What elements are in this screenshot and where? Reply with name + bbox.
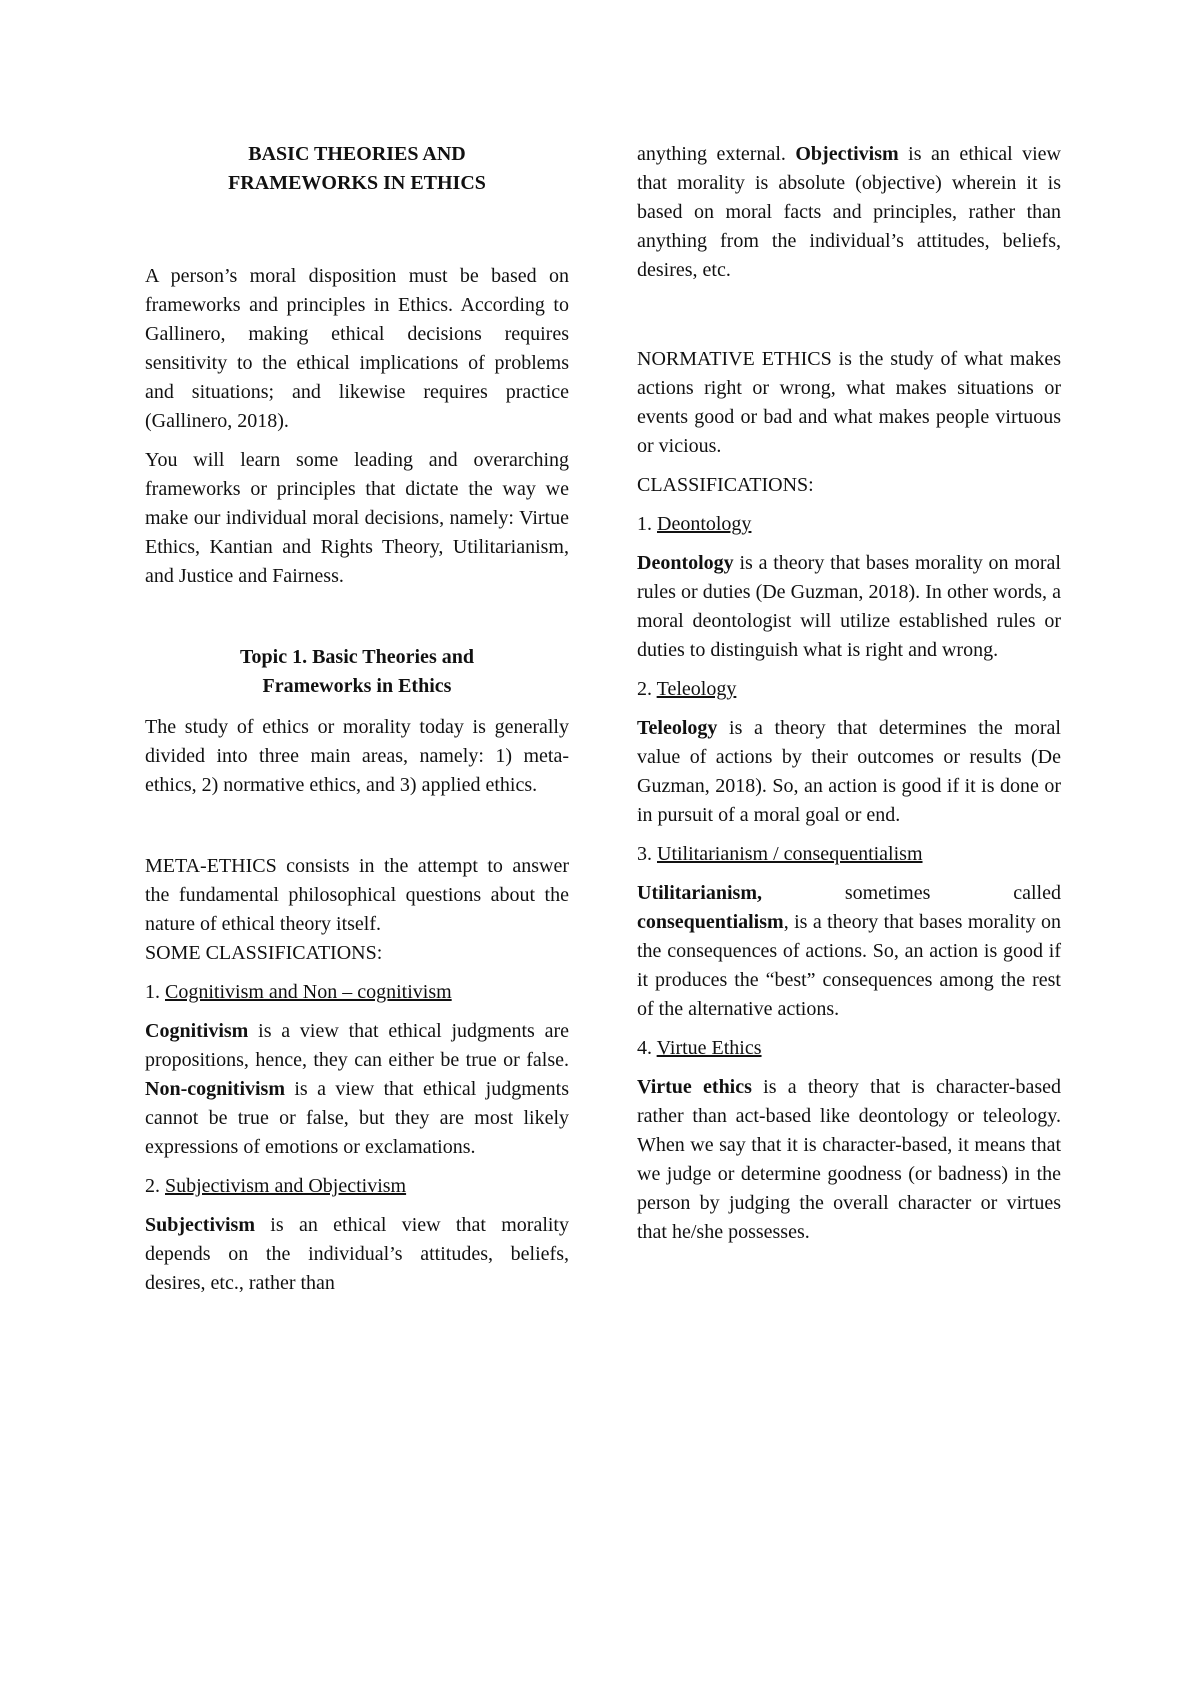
document-title-line2: FRAMEWORKS IN ETHICS — [228, 172, 486, 194]
some-classifications-label: SOME CLASSIFICATIONS: — [145, 942, 383, 964]
intro-paragraph-1: A person’s moral disposition must be based on frameworks and principles in Ethics. According to Gallinero, making ethical decisions requires sensitivity to the ethical implications of problems and situations; and likewise requires practice (Gallinero, 2018). — [145, 265, 569, 432]
teleology-text: is a theory that determines the moral value of actions by their outcomes or results (De Guzman, 2018). So, an action is good if it is done or in pursuit of a moral goal or end. — [637, 717, 1061, 826]
objectivism-text: is an ethical view that morality is absolute (objective) wherein it is based on moral facts and principles, rather than anything from the individual’s attitudes, beliefs, desires, etc. — [637, 143, 1061, 281]
classification-deontology-heading — [637, 510, 1061, 539]
term-non-cognitivism: Non-cognitivism — [145, 1078, 285, 1100]
deontology-paragraph — [637, 549, 1061, 665]
right-column — [637, 140, 1061, 1257]
topic-heading — [145, 643, 569, 701]
classification-number: 1. — [637, 513, 657, 535]
classification-virtue-ethics-heading — [637, 1034, 1061, 1063]
classification-title: Cognitivism and Non – cognitivism — [165, 981, 452, 1003]
topic-heading-line2: Frameworks in Ethics — [262, 675, 452, 697]
term-cognitivism: Cognitivism — [145, 1020, 249, 1042]
classification-utilitarianism-heading — [637, 840, 1061, 869]
classification-title: Utilitarianism / consequentialism — [657, 843, 923, 865]
classification-cognitivism-heading — [145, 978, 569, 1007]
term-virtue-ethics: Virtue ethics — [637, 1076, 752, 1098]
normative-ethics-paragraph: NORMATIVE ETHICS is the study of what makes actions right or wrong, what makes situations or events good or bad and what makes people virtuous or vicious. — [637, 348, 1061, 457]
teleology-paragraph — [637, 714, 1061, 830]
cognitivism-text: is a view that ethical judgments are propositions, hence, they can either be true or false. — [145, 1020, 569, 1071]
topic-paragraph: The study of ethics or morality today is generally divided into three main areas, namely: 1) meta-ethics, 2) normative ethics, and 3) applied ethics. — [145, 716, 569, 796]
meta-ethics-paragraph: META-ETHICS consists in the attempt to answer the fundamental philosophical questions about the nature of ethical theory itself. — [145, 855, 569, 935]
topic-heading-line1: Topic 1. Basic Theories and — [240, 646, 474, 668]
virtue-ethics-paragraph — [637, 1073, 1061, 1247]
term-teleology: Teleology — [637, 717, 718, 739]
classification-title: Deontology — [657, 513, 752, 535]
utilitarianism-text-1: sometimes called — [762, 882, 1061, 904]
classification-subjectivism-heading — [145, 1172, 569, 1201]
utilitarianism-text-2: , is a theory that bases morality on the consequences of actions. So, an action is good if it produces the “best” consequences among the rest of the alternative actions. — [637, 911, 1061, 1020]
term-utilitarianism: Utilitarianism, — [637, 882, 762, 904]
document-title-line1: BASIC THEORIES AND — [248, 143, 466, 165]
classification-number: 2. — [145, 1175, 165, 1197]
classifications-label: CLASSIFICATIONS: — [637, 474, 814, 496]
term-objectivism: Objectivism — [795, 143, 899, 165]
classification-title: Subjectivism and Objectivism — [165, 1175, 407, 1197]
cognitivism-paragraph — [145, 1017, 569, 1162]
classification-title: Virtue Ethics — [656, 1037, 762, 1059]
classification-number: 1. — [145, 981, 165, 1003]
left-column — [145, 140, 569, 1308]
intro-paragraph-2: You will learn some leading and overarching frameworks or principles that dictate the way we make our individual moral decisions, namely: Virtue Ethics, Kantian and Rights Theory, Utilitarianism, and Justice and Fairness. — [145, 449, 569, 587]
objectivism-paragraph — [637, 140, 1061, 285]
deontology-text: is a theory that bases morality on moral rules or duties (De Guzman, 2018). In other words, a moral deontologist will utilize established rules or duties to distinguish what is right and wrong. — [637, 552, 1061, 661]
continued-text: anything external. — [637, 143, 796, 165]
utilitarianism-paragraph — [637, 879, 1061, 1024]
non-cognitivism-text: is a view that ethical judgments cannot be true or false, but they are most likely expressions of emotions or exclamations. — [145, 1078, 569, 1158]
term-deontology: Deontology — [637, 552, 734, 574]
classification-number: 2. — [637, 678, 657, 700]
classification-number: 3. — [637, 843, 657, 865]
term-subjectivism: Subjectivism — [145, 1214, 255, 1236]
classification-teleology-heading — [637, 675, 1061, 704]
term-consequentialism: consequentialism — [637, 911, 784, 933]
classification-number: 4. — [637, 1037, 657, 1059]
subjectivism-paragraph — [145, 1211, 569, 1298]
subjectivism-text: is an ethical view that morality depends on the individual’s attitudes, beliefs, desires, etc., rather than — [145, 1214, 569, 1294]
document-title — [145, 140, 569, 198]
virtue-ethics-text: is a theory that is character-based rather than act-based like deontology or teleology. When we say that it is character-based, it means that we judge or determine goodness (or badness) in the person by judging the overall character or virtues that he/she possesses. — [637, 1076, 1061, 1243]
classification-title: Teleology — [656, 678, 737, 700]
